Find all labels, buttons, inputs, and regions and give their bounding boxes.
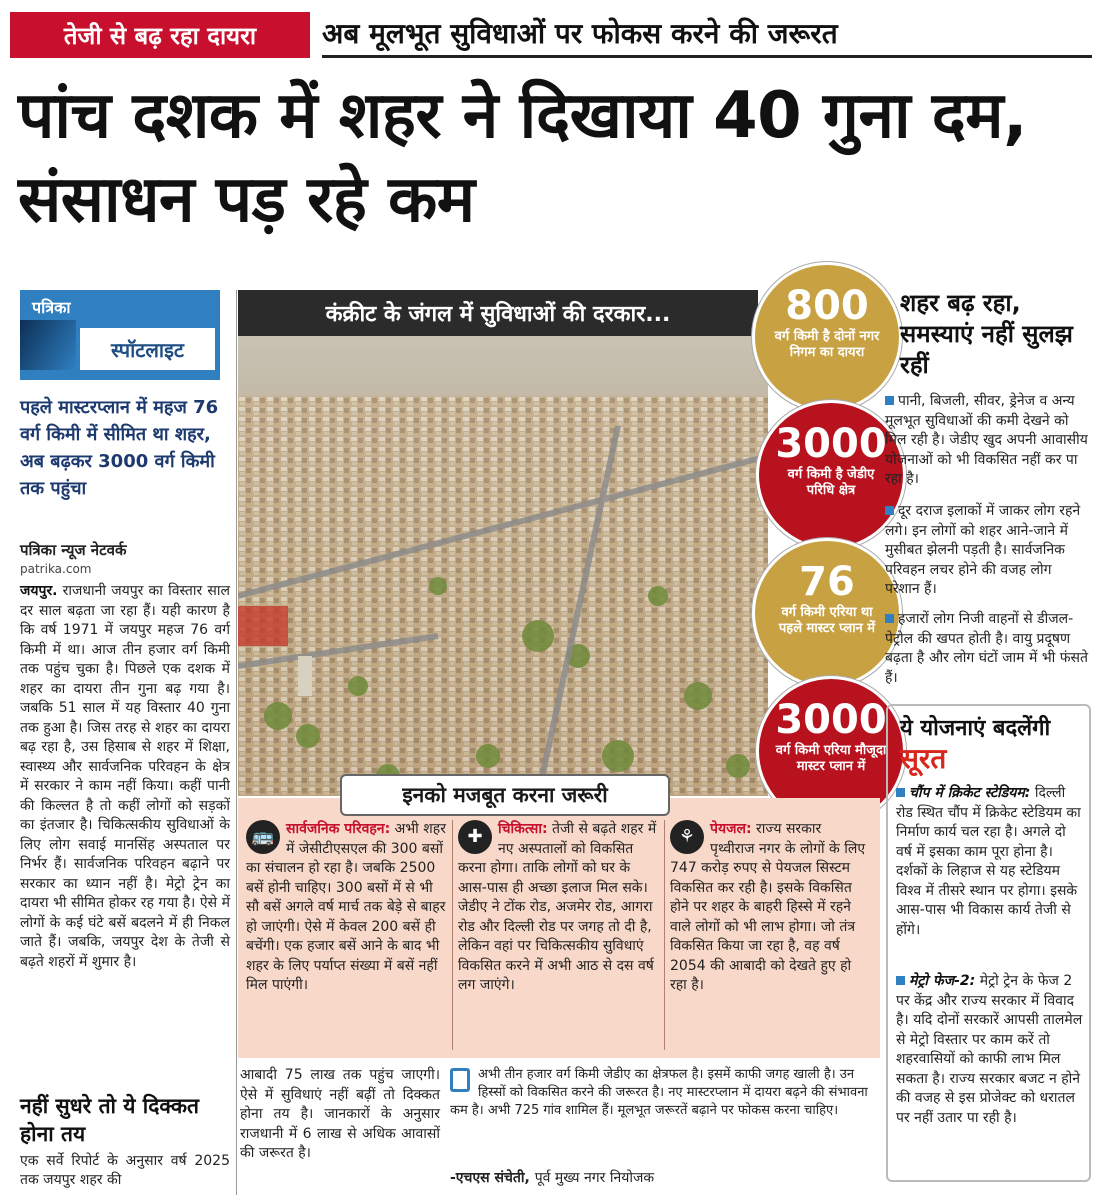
strengthen-col-medical: [458, 820, 658, 996]
left-body-text: राजधानी जयपुर का विस्तार साल दर साल बढ़ता जा रहा हैं। यही कारण है कि वर्ष 1971 में जयपुर महज 76 वर्ग किमी में था। आज तीन हजार वर्ग किमी तक पहुंच चुका है। पिछले एक दशक में शहर का दायरा तीन गुना बढ़ गया है। जबकि 51 साल में यह विस्तार 40 गुना तक हुआ है। जिस तरह से शहर का दायरा बढ़ रहा है, उस हिसाब से शहर में शिक्षा, स्वास्थ्य और सार्वजनिक परिवहन के क्षेत्र में सरकार ने काम नहीं किया। कहीं पानी की किल्लत है तो कहीं लोगों को सड़कों का इंतजार है। चिकित्सकीय सुविधाओं के लिए लोग सवाई मानसिंह अस्पताल पर निर्भर हैं। सार्वजनिक परिवहन बढ़ाने पर सरकार का ध्यान नहीं है। मेट्रो ट्रेन का दायरा भी सीमित होकर रह गया है। ऐसे में लोगों के कई घंटे बसें बदलने में ही निकल जाते हैं। जबकि, जयपुर देश के तेजी से बढ़ते शहरों में शुमार है।: [20, 583, 230, 970]
right-heading: शहर बढ़ रहा, समस्याएं नहीं सुलझ रहीं: [900, 289, 1073, 379]
quote-icon: [450, 1068, 470, 1092]
left-article-body: [20, 582, 230, 972]
strengthen-text: तेजी से बढ़ते शहर में नए अस्पतालों को विकसित करना होगा। ताकि लोगों को घर के आस-पास ही अच्छा इलाज मिल सके। जेडीए ने टोंक रोड, अजमेर रोड, आगरा रोड और दिल्ली रोड पर जगह तो दी है, लेकिन वहां पर चिकित्सकीय सुविधाएं विकसित करने में अभी आठ से दस वर्ष लग जाएंगे।: [458, 821, 657, 993]
dateline: जयपुर.: [20, 583, 58, 599]
right-point-text: हजारों लोग निजी वाहनों से डीजल-पेट्रोल की खपत होती है। वायु प्रदूषण बढ़ता है और लोग घंटों जाम में भी फंसते हैं।: [885, 611, 1088, 686]
stat-text: वर्ग किमी एरिया मौजूदा मास्टर प्लान में: [775, 743, 887, 774]
byline-network: पत्रिका न्यूज नेटवर्क: [20, 541, 127, 559]
stat-number: 800: [785, 283, 869, 329]
stat-number: 3000: [775, 697, 887, 743]
stat-circle-3000-jda: [756, 400, 906, 550]
medical-cross-icon: ✚: [458, 820, 492, 854]
bus-icon: 🚌: [246, 820, 280, 854]
scheme-label: मेट्रो फेज-2:: [909, 973, 976, 989]
bullet-square-icon: [885, 396, 894, 405]
stat-number: 3000: [775, 421, 887, 467]
panel-divider: [664, 820, 665, 1050]
stat-number: 76: [799, 559, 855, 605]
strengthen-label: पेयजल:: [710, 821, 752, 837]
spotlight-icon: [20, 320, 76, 370]
stat-circle-76: [752, 538, 902, 688]
stat-text: वर्ग किमी एरिया था पहले मास्टर प्लान में: [778, 605, 876, 636]
right-point-text: पानी, बिजली, सीवर, ड्रेनेज व अन्य मूलभूत सुविधाओं की कमी देखने को मिल रही है। जेडीए खुद अपनी आवासीय योजनाओं को भी विकसित नहीं कर पा रहा है।: [885, 393, 1088, 487]
scheme-text: मेट्रो ट्रेन के फेज 2 पर केंद्र और राज्य सरकार में विवाद है। यदि दोनों सरकारें आपसी तालमेल से मेट्रो विस्तार पर काम करें तो शहरवासियों को काफी लाभ मिल सकता है। राज्य सरकार बजट न होने की वजह से इस प्रोजेक्ट को धरातल पर नहीं उतार पा रही है।: [896, 973, 1083, 1126]
stat-circle-800: [752, 262, 902, 412]
strengthen-title: इनको मजबूत करना जरूरी: [340, 774, 670, 816]
right-point: [885, 610, 1090, 688]
strengthen-label: चिकित्सा:: [498, 821, 548, 837]
schemes-heading-text: ये योजनाएं बदलेंगी: [900, 716, 1051, 741]
photo-title: कंक्रीट के जंगल में सुविधाओं की दरकार...: [238, 290, 758, 336]
water-tap-icon: ⚘: [670, 820, 704, 854]
left-subheading: पहले मास्टरप्लान में महज 76 वर्ग किमी में सीमित था शहर, अब बढ़कर 3000 वर्ग किमी तक पहुंचा: [20, 397, 219, 499]
expert-quote: [450, 1066, 880, 1120]
stat-text: वर्ग किमी है जेडीए परिधि क्षेत्र: [787, 467, 875, 498]
strengthen-text: अभी शहर में जेसीटीएसएल की 300 बसों का संचालन हो रहा है। जबकि 2500 बसें होनी चाहिए। 300 बसों में से भी सौ बसें अगले वर्ष मार्च तक बेड़े से बाहर हो जाएंगी। ऐसे में केवल 200 बसें ही बचेंगी। एक हजार बसें आने के बाद भी शहर के लिए पर्याप्त संख्या में बसें नहीं मिल पाएंगी।: [246, 821, 446, 993]
left-subheading-2: नहीं सुधरे तो ये दिक्कत होना तय: [20, 1094, 199, 1146]
scheme-item: [896, 784, 1084, 940]
city-aerial-photo: [238, 336, 768, 796]
schemes-highlight: सूरत: [900, 742, 947, 775]
page-headline: पांच दशक में शहर ने दिखाया 40 गुना दम, संसाधन पड़ रहे कम: [18, 79, 1027, 237]
left-body-2: एक सर्वे रिपोर्ट के अनुसार वर्ष 2025 तक जयपुर शहर की: [20, 1153, 230, 1188]
strengthen-label: सार्वजनिक परिवहन:: [286, 821, 391, 837]
strengthen-col-water: [670, 820, 870, 996]
spotlight-brand: पत्रिका: [32, 298, 71, 317]
byline-site: patrika.com: [20, 562, 92, 576]
strengthen-text: राज्य सरकार पृथ्वीराज नगर के लोगों के लिए 747 करोड़ रुपए से पेयजल सिस्टम विकसित कर रही है। इसके विकसित होने पर शहर के बाहरी हिस्से में रहने वाले लोगों को भी लाभ होगा। जो तंत्र विकसित किया जा रहा है, वह वर्ष 2054 की आबादी को देखते हुए हो रहा है।: [670, 821, 866, 993]
quote-author: -एचएस संचेती,: [450, 1170, 530, 1186]
strengthen-col-transport: [246, 820, 446, 996]
bullet-square-icon: [885, 614, 894, 623]
bullet-square-icon: [896, 976, 905, 985]
quote-attribution: [450, 1168, 654, 1187]
bullet-square-icon: [896, 788, 905, 797]
section-tag: तेजी से बढ़ रहा दायरा: [10, 12, 310, 58]
scheme-label: चौंप में क्रिकेट स्टेडियम:: [909, 785, 1031, 801]
scheme-text: दिल्ली रोड स्थित चौंप में क्रिकेट स्टेडियम का निर्माण कार्य चल रहा है। अगले दो वर्ष में इसका काम पूरा होना है। दर्शकों के लिहाज से यह स्टेडियम विश्व में तीसरे स्थान पर होगा। इसके आस-पास भी विकास कार्य तेजी से होंगे।: [896, 785, 1081, 938]
bottom-body: आबादी 75 लाख तक पहुंच जाएगी। ऐसे में सुविधाएं नहीं बढ़ीं तो दिक्कत होना तय है। जानकारों के अनुसार राजधानी में 6 लाख से अधिक आवासों की जरूरत है।: [240, 1067, 440, 1161]
right-point: [885, 502, 1090, 600]
spotlight-badge: [20, 290, 220, 380]
quote-text: अभी तीन हजार वर्ग किमी जेडीए का क्षेत्रफल है। इसमें काफी जगह खाली है। उन हिस्सों को विकसित करने की जरूरत है। नए मास्टरप्लान में दायरा बढ़ने की संभावना कम है। अभी 725 गांव शामिल हैं। मूलभूत जरूरतें बढ़ाने पर फोकस करना चाहिए।: [450, 1067, 868, 1118]
scheme-item: [896, 972, 1084, 1128]
column-divider: [236, 290, 237, 1195]
right-point-text: दूर दराज इलाकों में जाकर लोग रहने लगे। इन लोगों को शहर आने-जाने में मुसीबत झेलनी पड़ती है। सार्वजनिक परिवहन लचर होने की वजह लोग परेशान हैं।: [885, 503, 1081, 597]
stat-text: वर्ग किमी है दोनों नगर निगम का दायरा: [774, 329, 880, 360]
bullet-square-icon: [885, 506, 894, 515]
panel-divider: [452, 820, 453, 1050]
spotlight-label: स्पॉटलाइट: [80, 328, 215, 370]
quote-role: पूर्व मुख्य नगर नियोजक: [534, 1170, 655, 1186]
schemes-heading: [900, 714, 1080, 777]
right-point: [885, 392, 1090, 490]
section-subtitle: अब मूलभूत सुविधाओं पर फोकस करने की जरूरत: [322, 10, 1092, 58]
